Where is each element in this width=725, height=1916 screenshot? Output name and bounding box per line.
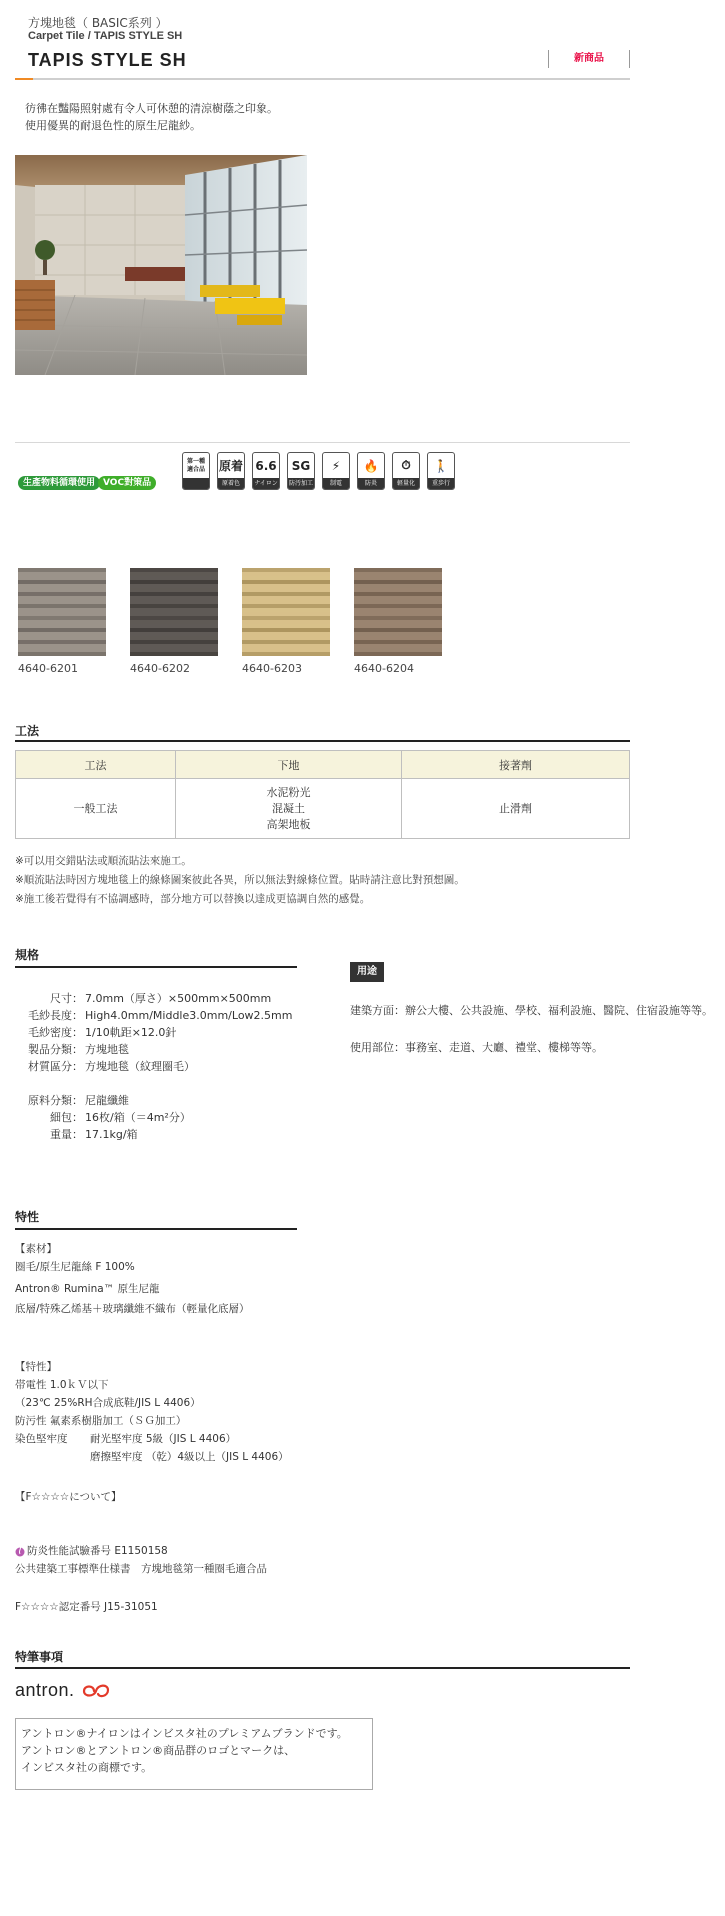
icon-caption: 軽量化 <box>393 478 419 490</box>
cell-adhesive: 止滑劑 <box>402 779 630 839</box>
construction-rule <box>15 740 630 742</box>
trademark-line-1: アントロン®ナイロンはインビスタ社のプレミアムブランドです。 <box>21 1727 348 1740</box>
swatch-code: 4640-6202 <box>130 662 190 675</box>
features-title: 特性 <box>15 1210 40 1224</box>
icon-symbol: 第一種 適合品 <box>186 457 205 473</box>
flame-mark-icon <box>15 1545 25 1557</box>
prop-3: 防污性 氟素系樹脂加工（ＳＧ加工） <box>15 1415 187 1427</box>
usage-building: 建築方面：辦公大樓、公共設施、學校、福利設施、醫院、住宿設施等等。 <box>350 1004 713 1017</box>
spec-title: 規格 <box>15 948 40 962</box>
spec-rule <box>15 966 297 968</box>
spec-row <box>15 990 292 1007</box>
lobby-photo <box>15 155 307 375</box>
usage-area: 使用部位：事務室、走道、大廳、禮堂、樓梯等等。 <box>350 1041 603 1054</box>
icon-caption: 重歩行 <box>428 478 454 490</box>
spec-row <box>15 1126 292 1143</box>
color-swatch[interactable] <box>354 568 442 656</box>
section-divider <box>15 442 630 443</box>
fastness-1: 耐光堅牢度 5級（JIS L 4406） <box>90 1433 237 1445</box>
trademark-line-3: インビスタ社の商標です。 <box>21 1761 153 1774</box>
spec-value: 1/10軌距×12.0針 <box>85 1026 177 1039</box>
col-method: 工法 <box>16 751 176 779</box>
icon-symbol: ⏱ <box>401 458 411 472</box>
table-row <box>16 779 630 839</box>
spec-key: 毛紗密度： <box>28 1026 83 1039</box>
material-head: 【素材】 <box>15 1243 57 1255</box>
spec-row <box>15 1092 292 1109</box>
flame-retardant-icon <box>357 452 385 490</box>
col-base: 下地 <box>176 751 402 779</box>
intro-line-1: 彷彿在豔陽照射處有令人可休憩的清涼樹蔭之印象。 <box>25 102 278 115</box>
fastness-2: 磨擦堅牢度 （乾）4級以上（JIS L 4406） <box>90 1451 289 1463</box>
icon-symbol: 原着 <box>218 459 243 473</box>
spec-list <box>15 990 292 1143</box>
nylon-66-icon <box>252 452 280 490</box>
prop-1: 帯電性 1.0ｋＶ以下 <box>15 1379 109 1391</box>
icon-caption: 防汚加工 <box>288 478 314 490</box>
spec-key: 細包： <box>50 1111 83 1124</box>
usage-text <box>350 1002 713 1056</box>
color-swatch[interactable] <box>130 568 218 656</box>
icon-symbol: 🚶 <box>433 458 449 473</box>
swatch-code: 4640-6203 <box>242 662 302 675</box>
suitability-icon <box>182 452 210 490</box>
cell-base <box>176 779 402 839</box>
fstar-link[interactable]: 【F☆☆☆☆について】 <box>15 1491 122 1503</box>
material-2: Antron® Rumina™ 原生尼龍 <box>15 1283 160 1295</box>
base-1: 水泥粉光 <box>266 785 311 799</box>
spec-value: 17.1kg/箱 <box>85 1128 138 1141</box>
spec-row <box>15 1024 292 1041</box>
header-accent <box>15 78 33 80</box>
icon-symbol: 6.6 <box>255 458 277 473</box>
spec-key: 毛紗長度： <box>28 1009 83 1022</box>
spec-row <box>15 1041 292 1058</box>
swatch-code: 4640-6201 <box>18 662 78 675</box>
antron-wordmark: antron. <box>15 1680 75 1700</box>
material-1: 圈毛/原生尼龍絲 F 100% <box>15 1261 135 1273</box>
color-swatch[interactable] <box>242 568 330 656</box>
icon-symbol: SG <box>291 458 311 473</box>
intro-line-2: 使用優異的耐退色性的原生尼龍紗。 <box>25 119 201 132</box>
cell-method: 一般工法 <box>16 779 176 839</box>
construction-notes <box>15 852 465 909</box>
material-3: 底層/特殊乙烯基＋玻璃纖維不織布（輕量化底層） <box>15 1303 250 1315</box>
voc-badge: VOC對策品 <box>98 476 156 490</box>
spec-key: 重量： <box>50 1128 83 1141</box>
spec-row <box>15 1007 292 1024</box>
icon-symbol: ⚡ <box>331 458 341 473</box>
features-rule <box>15 1228 297 1230</box>
spec-key: 原料分類： <box>28 1094 83 1107</box>
fire-test-number: 防炎性能試驗番号 E1150158 <box>27 1545 168 1557</box>
fastness-label: 染色堅牢度 <box>15 1433 68 1445</box>
category-label: 方塊地毯（ BASIC系列 ） <box>28 16 168 30</box>
spec-key: 製品分類： <box>28 1043 83 1056</box>
features-block <box>15 1240 289 1616</box>
spec-value: 方塊地毯（紋理圈毛） <box>85 1060 195 1073</box>
new-product-badge: 新商品 <box>548 50 630 68</box>
header-divider <box>15 78 630 80</box>
prop-head: 【特性】 <box>15 1361 57 1373</box>
antron-logo <box>15 1680 114 1702</box>
page-title: TAPIS STYLE SH <box>28 50 187 70</box>
construction-table <box>15 750 630 839</box>
spec-row <box>15 1058 292 1075</box>
antron-trademark-box <box>15 1718 373 1790</box>
swatch-code: 4640-6204 <box>354 662 414 675</box>
special-rule <box>15 1667 630 1669</box>
spec-value: 方塊地毯 <box>85 1043 129 1056</box>
note: ※可以用交錯貼法或順流貼法來施工。 <box>15 855 192 867</box>
spec-key: 尺寸： <box>50 992 83 1005</box>
icon-caption: 防炎 <box>358 478 384 490</box>
note: ※順流貼法時因方塊地毯上的線條圖案彼此各異，所以無法對線條位置。貼時請注意比對預想圖。 <box>15 874 465 886</box>
intro-text <box>25 100 278 134</box>
icon-symbol: 🔥 <box>363 458 379 473</box>
fstar-cert: F☆☆☆☆認定番号 J15-31051 <box>15 1601 158 1613</box>
spec-row <box>15 1109 292 1126</box>
construction-title: 工法 <box>15 724 40 738</box>
public-spec: 公共建築工事標準仕様書 方塊地毯第一種圈毛適合品 <box>15 1563 267 1575</box>
eco-badge: 生產物料循環使用 <box>18 476 100 490</box>
col-adhesive: 接著劑 <box>402 751 630 779</box>
icon-caption <box>183 478 209 490</box>
note: ※施工後若覺得有不協調感時，部分地方可以替換以達成更協調自然的感覺。 <box>15 893 371 905</box>
spec-value: 7.0mm（厚さ）×500mm×500mm <box>85 992 272 1005</box>
spec-value: High4.0mm/Middle3.0mm/Low2.5mm <box>85 1009 293 1022</box>
color-swatch[interactable] <box>18 568 106 656</box>
spec-key: 材質區分： <box>28 1060 83 1073</box>
special-title: 特筆事項 <box>15 1650 64 1664</box>
lightweight-icon <box>392 452 420 490</box>
trademark-line-2: アントロン®とアントロン®商品群のロゴとマークは、 <box>21 1744 296 1757</box>
base-2: 混凝土 <box>272 801 305 815</box>
base-3: 高架地板 <box>266 817 311 831</box>
prop-2: （23℃ 25%RH合成底鞋/JIS L 4406） <box>15 1397 201 1409</box>
heavy-traffic-icon <box>427 452 455 490</box>
solution-dyed-icon <box>217 452 245 490</box>
spec-value: 16枚/箱（＝4m²分） <box>85 1111 191 1124</box>
spec-value: 尼龍纖維 <box>85 1094 129 1107</box>
icon-caption: 制電 <box>323 478 349 490</box>
antron-swirl-icon <box>80 1680 114 1702</box>
usage-tag: 用途 <box>350 962 384 982</box>
sg-stain-icon <box>287 452 315 490</box>
antistatic-icon <box>322 452 350 490</box>
icon-caption: ナイロン <box>253 478 279 490</box>
subtitle: Carpet Tile / TAPIS STYLE SH <box>28 30 183 42</box>
icon-caption: 原着色 <box>218 478 244 490</box>
